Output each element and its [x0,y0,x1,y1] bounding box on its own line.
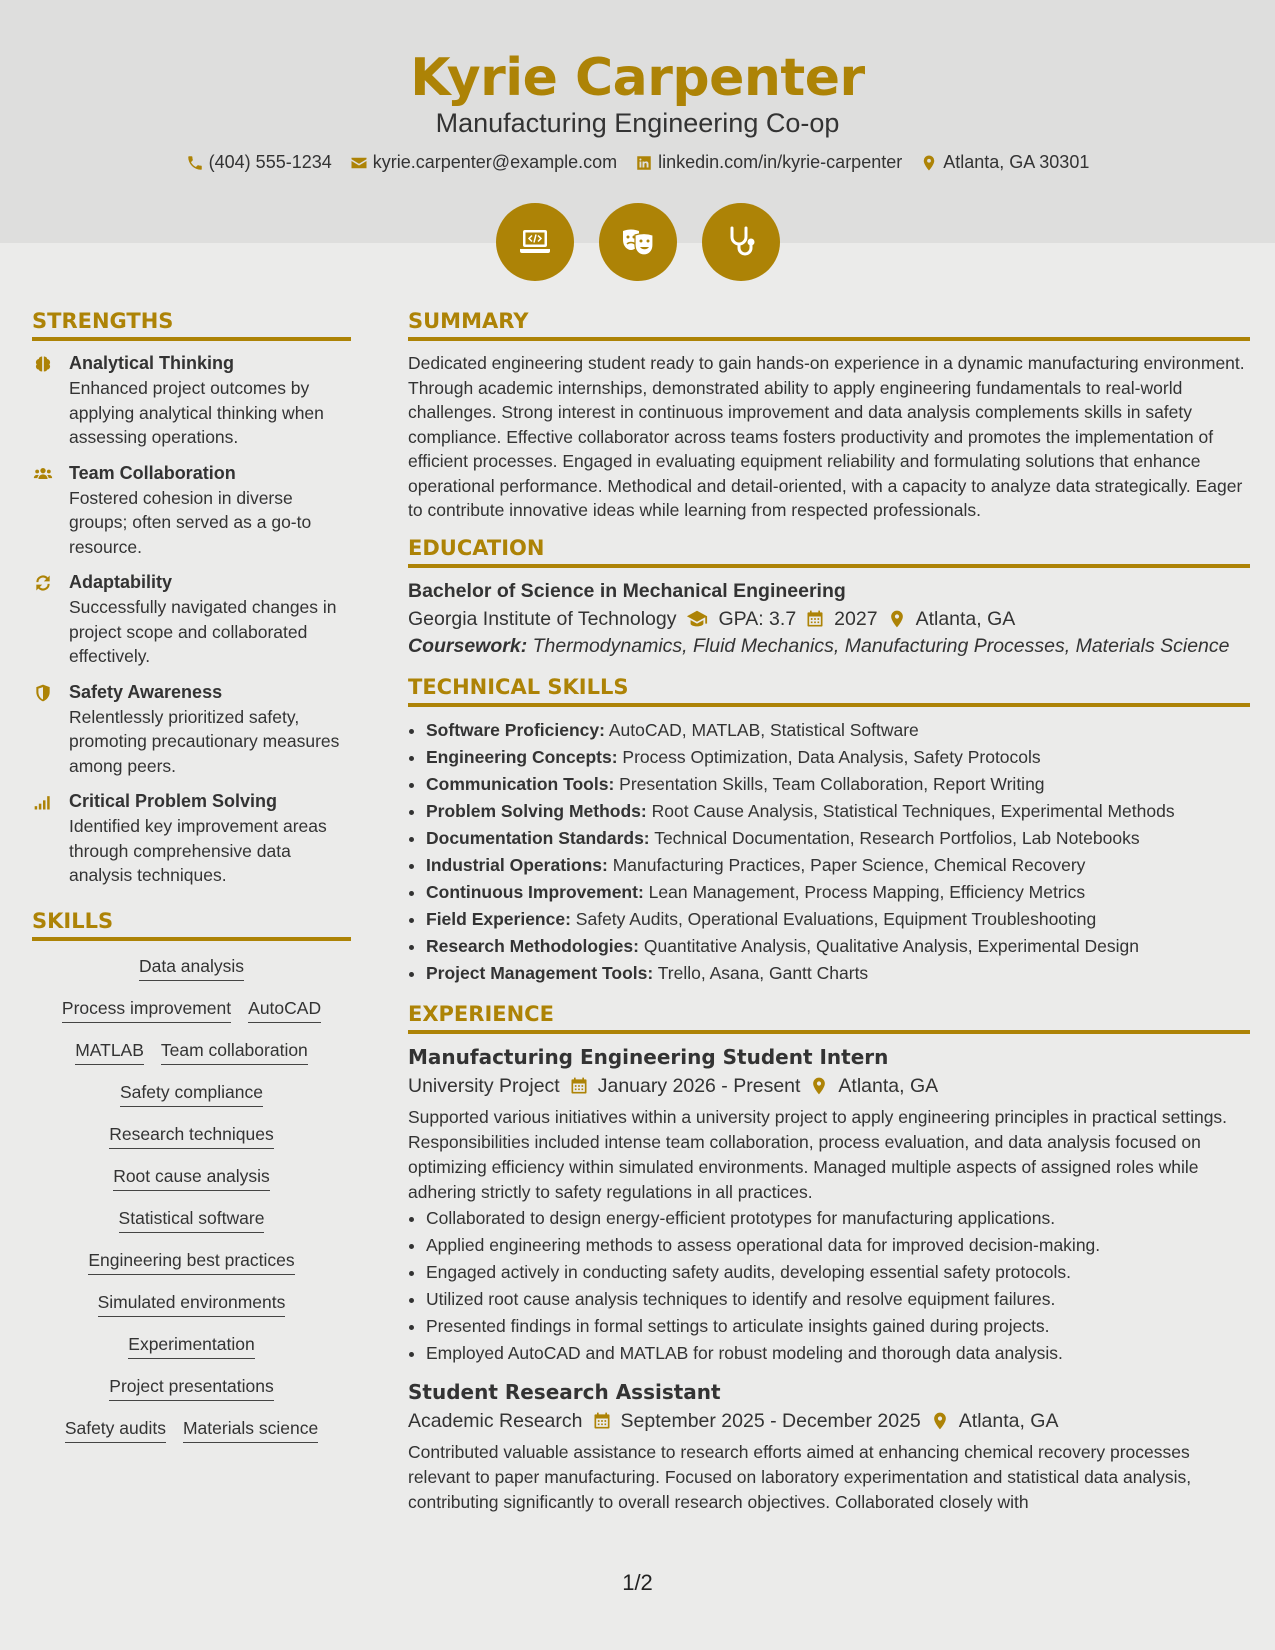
skill-chip: AutoCAD [248,997,321,1023]
job-bullet: • Employed AutoCAD and MATLAB for robust modeling and thorough data analysis. [426,1340,1250,1367]
map-pin-icon [930,1411,950,1431]
linkedin-icon [635,154,653,172]
left-column [32,308,351,1443]
job-description: Supported various initiatives within a university project to apply engineering principles in practical settings. Responsibilities included intense team collaboration, process evaluation, and data analysis focused on optimizing efficiency within simulated environments. Managed multiple aspects of assigned roles while adhering strictly to safety regulations in all practices. [408,1106,1228,1202]
experience-list [408,1044,1250,1515]
technical-skill-item [426,717,1250,744]
job-dates: January 2026 - Present [597,1074,801,1097]
job-org: University Project [408,1074,560,1097]
contact-phone [186,152,332,173]
summary-heading: SUMMARY [408,308,1250,341]
interest-badges [0,203,1275,281]
school-location: Atlanta, GA [915,607,1016,630]
technical-skill-value: Manufacturing Practices, Paper Science, Chemical Recovery [612,854,1086,875]
strength-item [32,570,351,669]
location-text: Atlanta, GA 30301 [943,152,1090,172]
map-pin-icon [887,609,907,629]
users-icon [32,464,54,484]
job-bullet: • Collaborated to design energy-efficient prototypes for manufacturing applications. [426,1205,1250,1232]
skill-chip: Materials science [183,1417,318,1443]
experience-heading: EXPERIENCE [408,1001,1250,1034]
technical-skill-item [426,960,1250,987]
skills-heading: SKILLS [32,908,351,941]
job-meta [408,1071,1250,1101]
skill-row [119,1207,265,1233]
technical-skill-value: Process Optimization, Data Analysis, Safety Protocols [622,746,1041,767]
skill-chip: Simulated environments [98,1291,286,1317]
candidate-name: Kyrie Carpenter [410,48,865,108]
theater-masks-icon [599,203,677,281]
technical-skill-label: Project Management Tools: [426,962,654,983]
graduation-cap-icon [685,608,709,630]
job-entry [408,1044,1250,1367]
gpa: GPA: 3.7 [718,607,797,630]
contact-email[interactable] [350,152,617,173]
technical-skill-label: Documentation Standards: [426,827,650,848]
technical-skill-item [426,906,1250,933]
technical-skill-item [426,798,1250,825]
skill-row [109,1375,273,1401]
skill-row [139,955,244,981]
skill-chip: Statistical software [119,1207,265,1233]
skill-chip: Process improvement [62,997,231,1023]
skill-chip: Engineering best practices [88,1249,294,1275]
laptop-code-icon [496,203,574,281]
phone-icon [186,154,204,172]
technical-skill-label: Industrial Operations: [426,854,608,875]
coursework-list: Thermodynamics, Fluid Mechanics, Manufacturing Processes, Materials Science [532,634,1230,657]
skill-row [113,1165,270,1191]
calendar-icon [805,609,825,629]
technical-skill-item [426,852,1250,879]
coursework [408,634,1250,658]
job-org: Academic Research [408,1409,583,1432]
map-pin-icon [920,154,938,172]
skill-chip: Team collaboration [161,1039,308,1065]
job-bullet: • Utilized root cause analysis techniques to identify and resolve equipment failures. [426,1286,1250,1313]
email-text[interactable]: kyrie.carpenter@example.com [372,152,618,172]
phone-text: (404) 555-1234 [208,152,332,172]
job-meta [408,1406,1250,1436]
skill-row [120,1081,263,1107]
skill-chip: Safety compliance [120,1081,263,1107]
skill-chip: Project presentations [109,1375,273,1401]
technical-skill-label: Problem Solving Methods: [426,800,647,821]
job-bullets [408,1205,1250,1367]
strength-desc: Enhanced project outcomes by applying analytical thinking when assessing operations. [69,378,324,447]
skill-chip: Root cause analysis [113,1165,270,1191]
technical-skill-value: Root Cause Analysis, Statistical Techniques, Experimental Methods [651,800,1175,821]
skill-row [62,997,321,1023]
technical-skill-item [426,771,1250,798]
envelope-icon [350,154,368,172]
job-dates: September 2025 - December 2025 [620,1409,921,1432]
job-entry [408,1379,1250,1515]
technical-skill-label: Engineering Concepts: [426,746,618,767]
technical-skills-list [408,717,1250,987]
strength-title: Safety Awareness [69,681,223,702]
skill-row [65,1417,318,1443]
strength-item [32,789,351,888]
coursework-label: Coursework: [408,634,528,657]
contact-linkedin[interactable] [635,152,902,173]
strength-title: Adaptability [69,572,173,592]
strengths-heading: STRENGTHS [32,308,351,341]
strength-desc: Fostered cohesion in diverse groups; often served as a go-to resource. [69,487,312,557]
calendar-icon [592,1411,612,1431]
technical-skill-label: Software Proficiency: [426,719,605,740]
strength-item [32,680,351,779]
summary-text: Dedicated engineering student ready to gain hands-on experience in a dynamic manufacturing environment. Through academic internships, demonstrated ability to apply engineering fundamentals to real-world challenges. Strong interest in continuous improvement and data analysis complements skills in safety compliance. Effective collaborator across teams fosters productivity and promotes the implementation of efficient processes. Engaged in evaluating equipment reliability and formulating solutions that enhance operational performance. Methodical and detail-oriented, with a capacity to analyze data strategically. Eager to contribute innovative ideas while learning from respected professionals. [408,353,1245,520]
skill-row [75,1039,308,1065]
technical-skill-label: Research Methodologies: [426,935,639,956]
job-description: Contributed valuable assistance to research efforts aimed at enhancing chemical recovery processes relevant to paper manufacturing. Focused on laboratory experimentation and statistical data analysis, contributing significantly to overall research objectives. Collaborated closely with [408,1441,1192,1512]
stethoscope-icon [702,203,780,281]
strength-desc: Successfully navigated changes in project scope and collaborated effectively. [69,597,337,666]
job-location: Atlanta, GA [958,1409,1059,1432]
skill-row [98,1291,286,1317]
grad-year: 2027 [834,607,878,630]
map-pin-icon [809,1076,829,1096]
skill-chip: Data analysis [139,955,244,981]
technical-skill-label: Communication Tools: [426,773,615,794]
technical-skill-value: AutoCAD, MATLAB, Statistical Software [608,719,919,740]
job-title: Manufacturing Engineering Student Intern [408,1044,889,1069]
sync-icon [32,573,54,593]
technical-skill-label: Continuous Improvement: [426,881,644,902]
skill-chip: Safety audits [65,1417,166,1443]
technical-skill-item [426,744,1250,771]
technical-skill-label: Field Experience: [426,908,571,929]
strength-desc: Relentlessly prioritized safety, promoting precautionary measures among peers. [69,706,340,776]
school: Georgia Institute of Technology [408,607,677,630]
linkedin-text[interactable]: linkedin.com/in/kyrie-carpenter [658,152,903,172]
job-bullet: • Applied engineering methods to assess operational data for improved decision-making. [426,1232,1250,1259]
skill-row [88,1249,294,1275]
technical-skill-item [426,825,1250,852]
skill-row [128,1333,254,1359]
strength-item [32,351,351,450]
job-title: Student Research Assistant [408,1379,721,1404]
education-heading: EDUCATION [408,535,1250,568]
strength-title: Team Collaboration [69,462,236,483]
page-number: 1/2 [622,1570,653,1595]
technical-skill-item [426,933,1250,960]
skills-list [32,955,351,1443]
strength-title: Critical Problem Solving [69,791,278,811]
shield-icon [32,683,54,703]
contact-bar [0,152,1275,173]
technical-skill-value: Trello, Asana, Gantt Charts [657,962,869,983]
signal-icon [32,792,54,812]
job-title: Manufacturing Engineering Co-op [435,108,840,138]
right-column [408,308,1250,1527]
job-location: Atlanta, GA [838,1074,939,1097]
brain-icon [32,354,54,374]
technical-skill-value: Quantitative Analysis, Qualitative Analysis, Experimental Design [643,935,1139,956]
degree: Bachelor of Science in Mechanical Engineering [408,579,846,602]
calendar-icon [569,1076,589,1096]
technical-skill-item [426,879,1250,906]
skill-row [109,1123,273,1149]
job-bullet: • Presented findings in formal settings to articulate insights gained during projects. [426,1313,1250,1340]
technical-skill-value: Safety Audits, Operational Evaluations, Equipment Troubleshooting [575,908,1097,929]
strength-title: Analytical Thinking [69,353,235,373]
technical-skill-value: Presentation Skills, Team Collaboration, Report Writing [619,773,1045,794]
strength-desc: Identified key improvement areas through comprehensive data analysis techniques. [69,816,327,885]
skill-chip: Experimentation [128,1333,254,1359]
strength-item [32,461,351,560]
education-meta [408,604,1250,634]
technical-skills-heading: TECHNICAL SKILLS [408,674,1250,707]
job-bullet: • Engaged actively in conducting safety audits, developing essential safety protocols. [426,1259,1250,1286]
skill-chip: Research techniques [109,1123,273,1149]
technical-skill-value: Lean Management, Process Mapping, Efficiency Metrics [648,881,1086,902]
contact-location [920,152,1089,173]
technical-skill-value: Technical Documentation, Research Portfolios, Lab Notebooks [654,827,1140,848]
skill-chip: MATLAB [75,1039,144,1065]
